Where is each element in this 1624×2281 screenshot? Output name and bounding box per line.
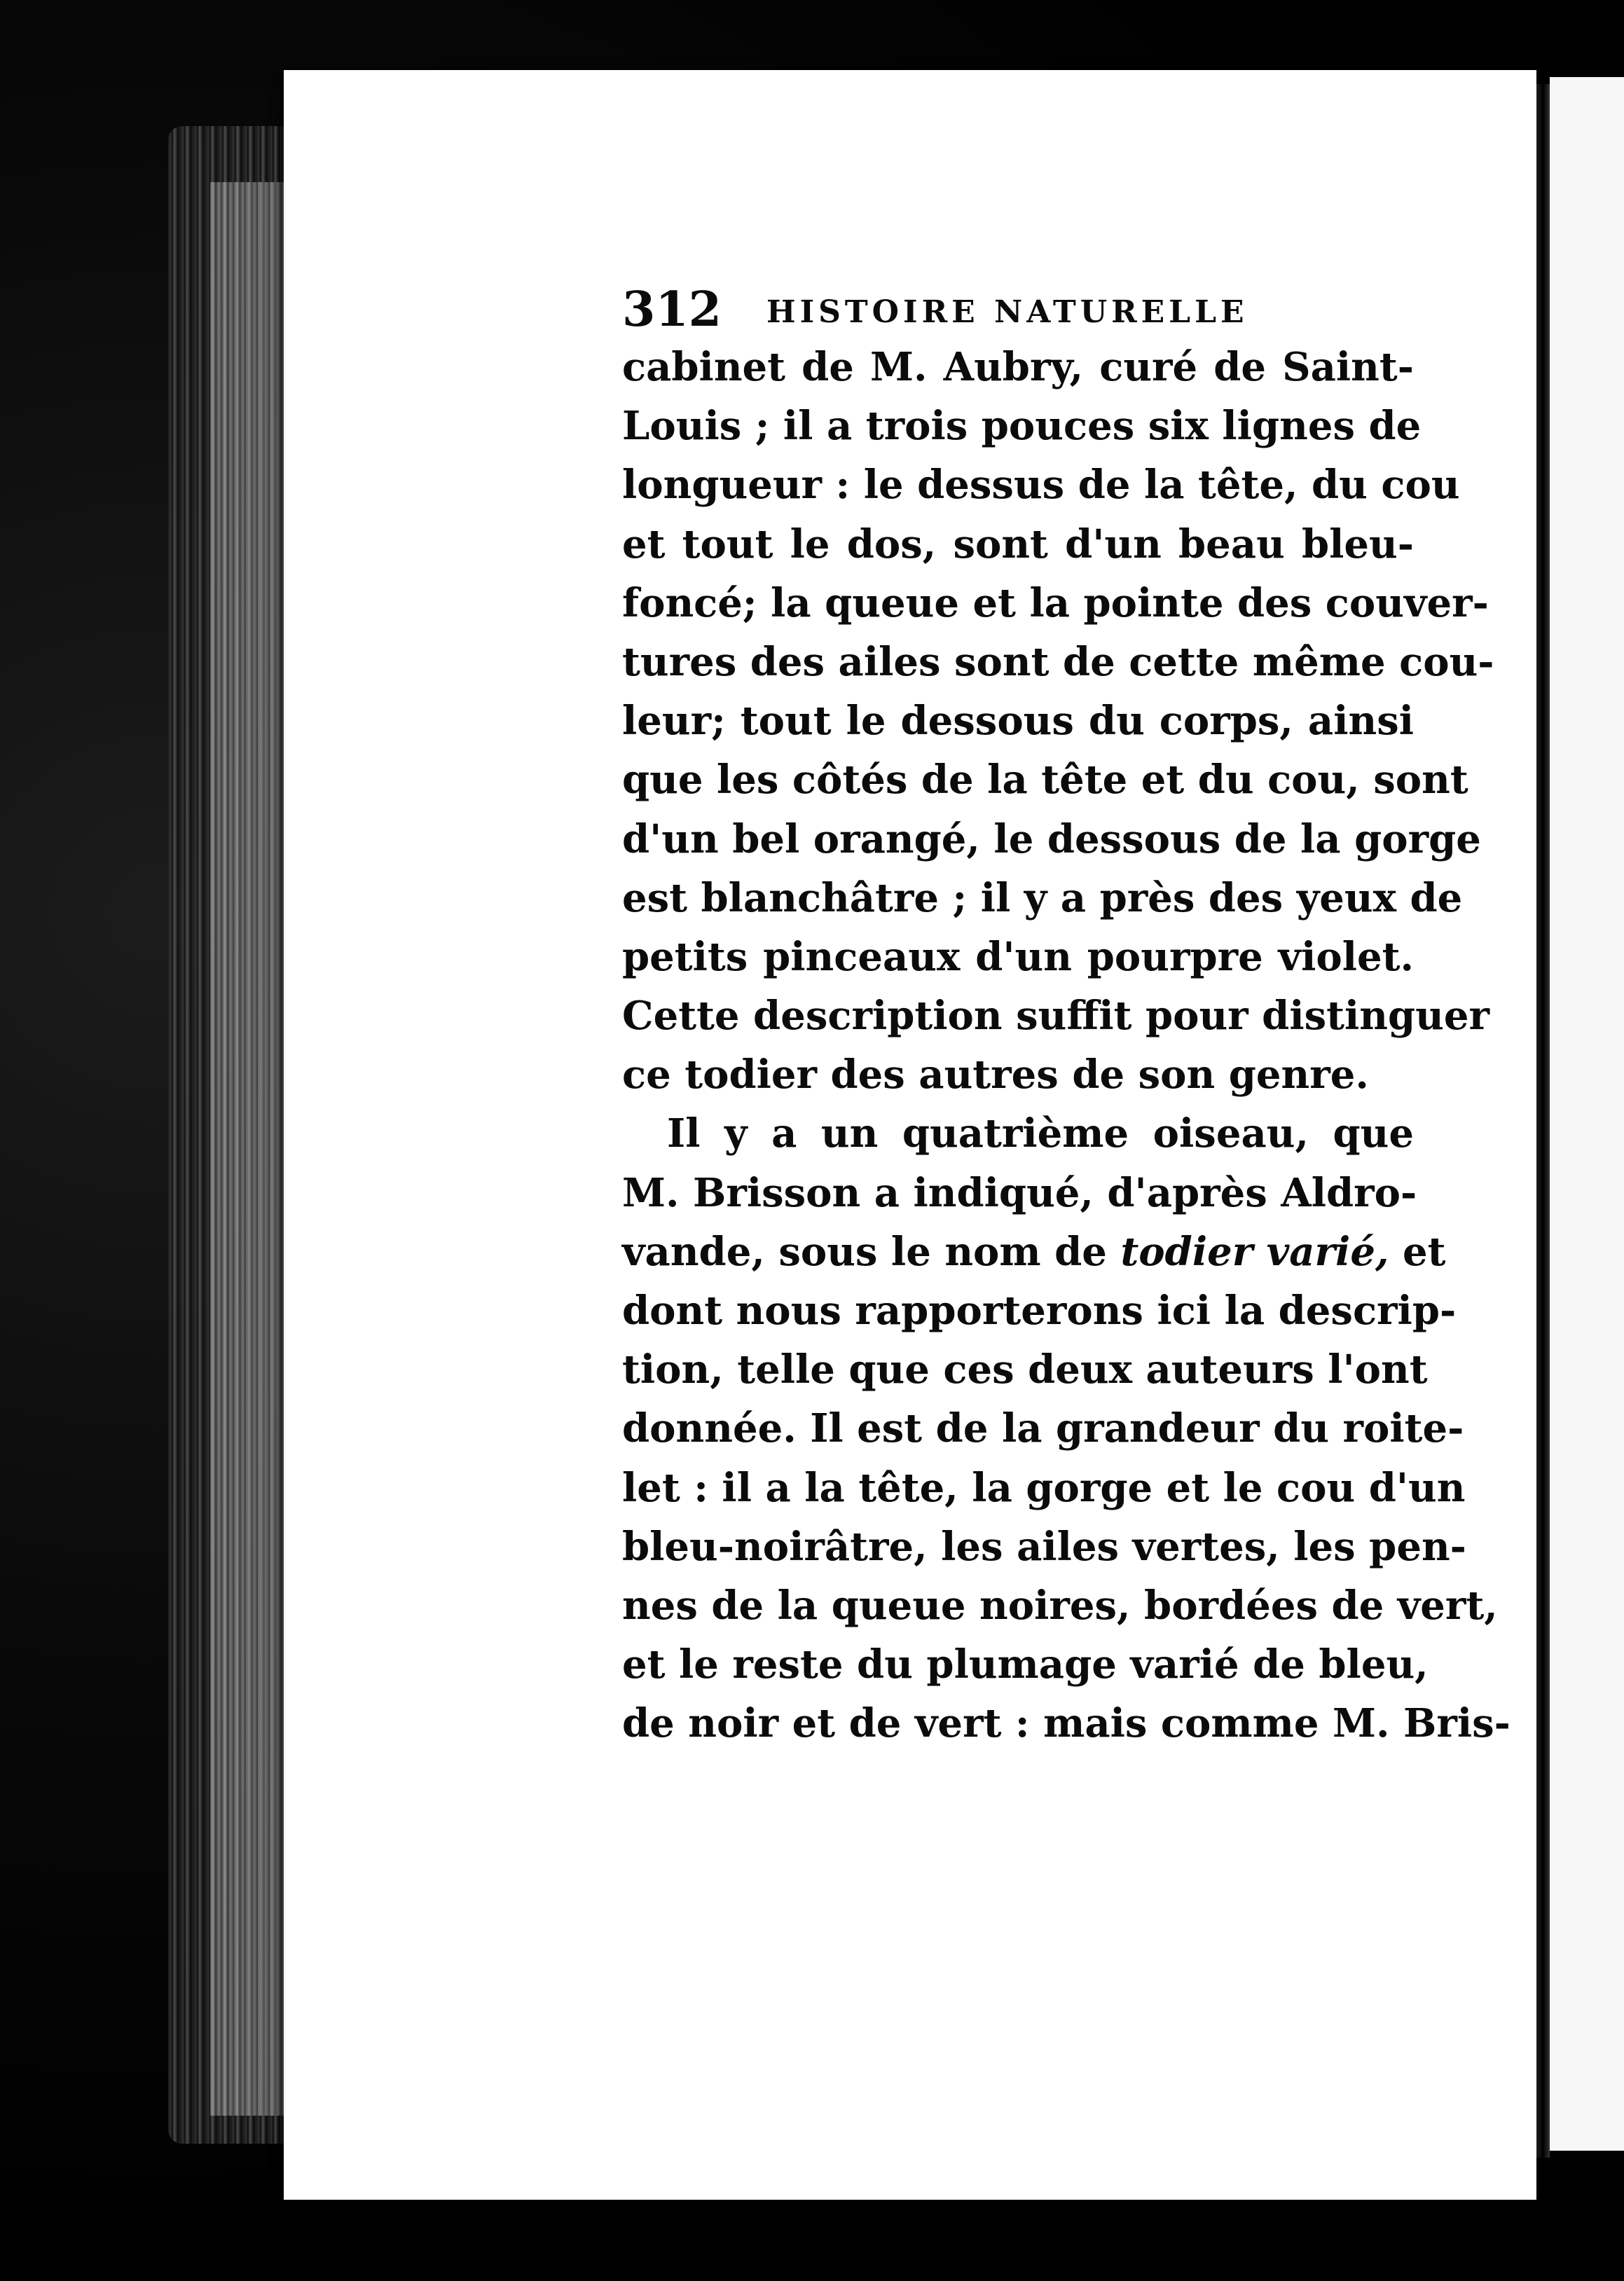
text-segment: let : il a la tête, la gorge et le cou d'un <box>622 1464 1466 1511</box>
text-segment: de noir et de vert : mais comme M. Bris- <box>622 1700 1511 1747</box>
text-line <box>622 515 1414 574</box>
text-segment: Cette description suffit pour distinguer <box>622 993 1489 1040</box>
text-segment: tion, telle que ces deux auteurs l'ont <box>622 1346 1428 1393</box>
text-line <box>622 455 1460 514</box>
text-line <box>622 1399 1464 1458</box>
page-header <box>622 282 1414 338</box>
page-number: 312 <box>622 282 722 338</box>
text-segment: est blanchâtre ; il y a près des yeux de <box>622 874 1463 921</box>
page-text-block <box>622 282 1511 1753</box>
text-line <box>622 1459 1466 1517</box>
text-line <box>622 928 1414 986</box>
text-segment: foncé; la queue et la pointe des couver- <box>622 579 1489 626</box>
text-segment: et le reste du plumage varié de bleu, <box>622 1641 1429 1688</box>
text-segment: Louis ; il a trois pouces six lignes de <box>622 403 1422 450</box>
text-line <box>622 1045 1414 1104</box>
text-line <box>622 1517 1466 1576</box>
text-line <box>622 1222 1446 1281</box>
text-line <box>622 397 1422 455</box>
text-line <box>622 810 1481 869</box>
text-line <box>622 869 1463 928</box>
text-line <box>622 1694 1511 1753</box>
text-line <box>622 633 1494 691</box>
text-segment: et tout le dos, sont d'un beau bleu- <box>622 521 1414 567</box>
running-head: HISTOIRE NATURELLE <box>766 294 1248 330</box>
text-line <box>622 574 1489 633</box>
facing-page-edge <box>1550 77 1624 2151</box>
text-line <box>622 750 1468 809</box>
text-segment: que les côtés de la tête et du cou, sont <box>622 757 1468 804</box>
italic-term: todier varié, <box>1120 1228 1389 1275</box>
text-line <box>622 691 1414 750</box>
text-segment: cabinet de M. Aubry, curé de Saint- <box>622 344 1414 390</box>
text-line <box>622 1281 1457 1340</box>
text-segment: ce todier des autres de son genre. <box>622 1052 1369 1098</box>
body-text <box>622 338 1511 1753</box>
text-segment: d'un bel orangé, le dessous de la gorge <box>622 815 1481 862</box>
text-segment: vande, sous le nom de <box>622 1228 1121 1275</box>
text-line <box>622 1340 1428 1399</box>
text-line <box>622 338 1414 397</box>
text-segment: donnée. Il est de la grandeur du roite- <box>622 1405 1464 1452</box>
text-segment: tures des ailes sont de cette même cou- <box>622 638 1494 685</box>
text-segment: et <box>1389 1228 1446 1275</box>
text-line <box>622 986 1489 1045</box>
text-line <box>622 1635 1429 1694</box>
text-line <box>622 1576 1498 1635</box>
book-page-edges-highlight <box>210 182 294 2116</box>
text-segment: nes de la queue noires, bordées de vert, <box>622 1582 1498 1629</box>
text-segment: longueur : le dessus de la tête, du cou <box>622 462 1460 509</box>
book-gutter <box>1536 84 1550 2158</box>
text-segment: bleu-noirâtre, les ailes vertes, les pen- <box>622 1523 1466 1570</box>
text-segment: Il y a un quatrième oiseau, que <box>667 1110 1414 1157</box>
text-line <box>622 1104 1414 1163</box>
text-segment: leur; tout le dessous du corps, ainsi <box>622 698 1414 745</box>
text-line <box>622 1164 1417 1222</box>
text-segment: dont nous rapporterons ici la descrip- <box>622 1288 1457 1334</box>
text-segment: M. Brisson a indiqué, d'après Aldro- <box>622 1169 1417 1216</box>
text-segment: petits pinceaux d'un pourpre violet. <box>622 933 1414 980</box>
